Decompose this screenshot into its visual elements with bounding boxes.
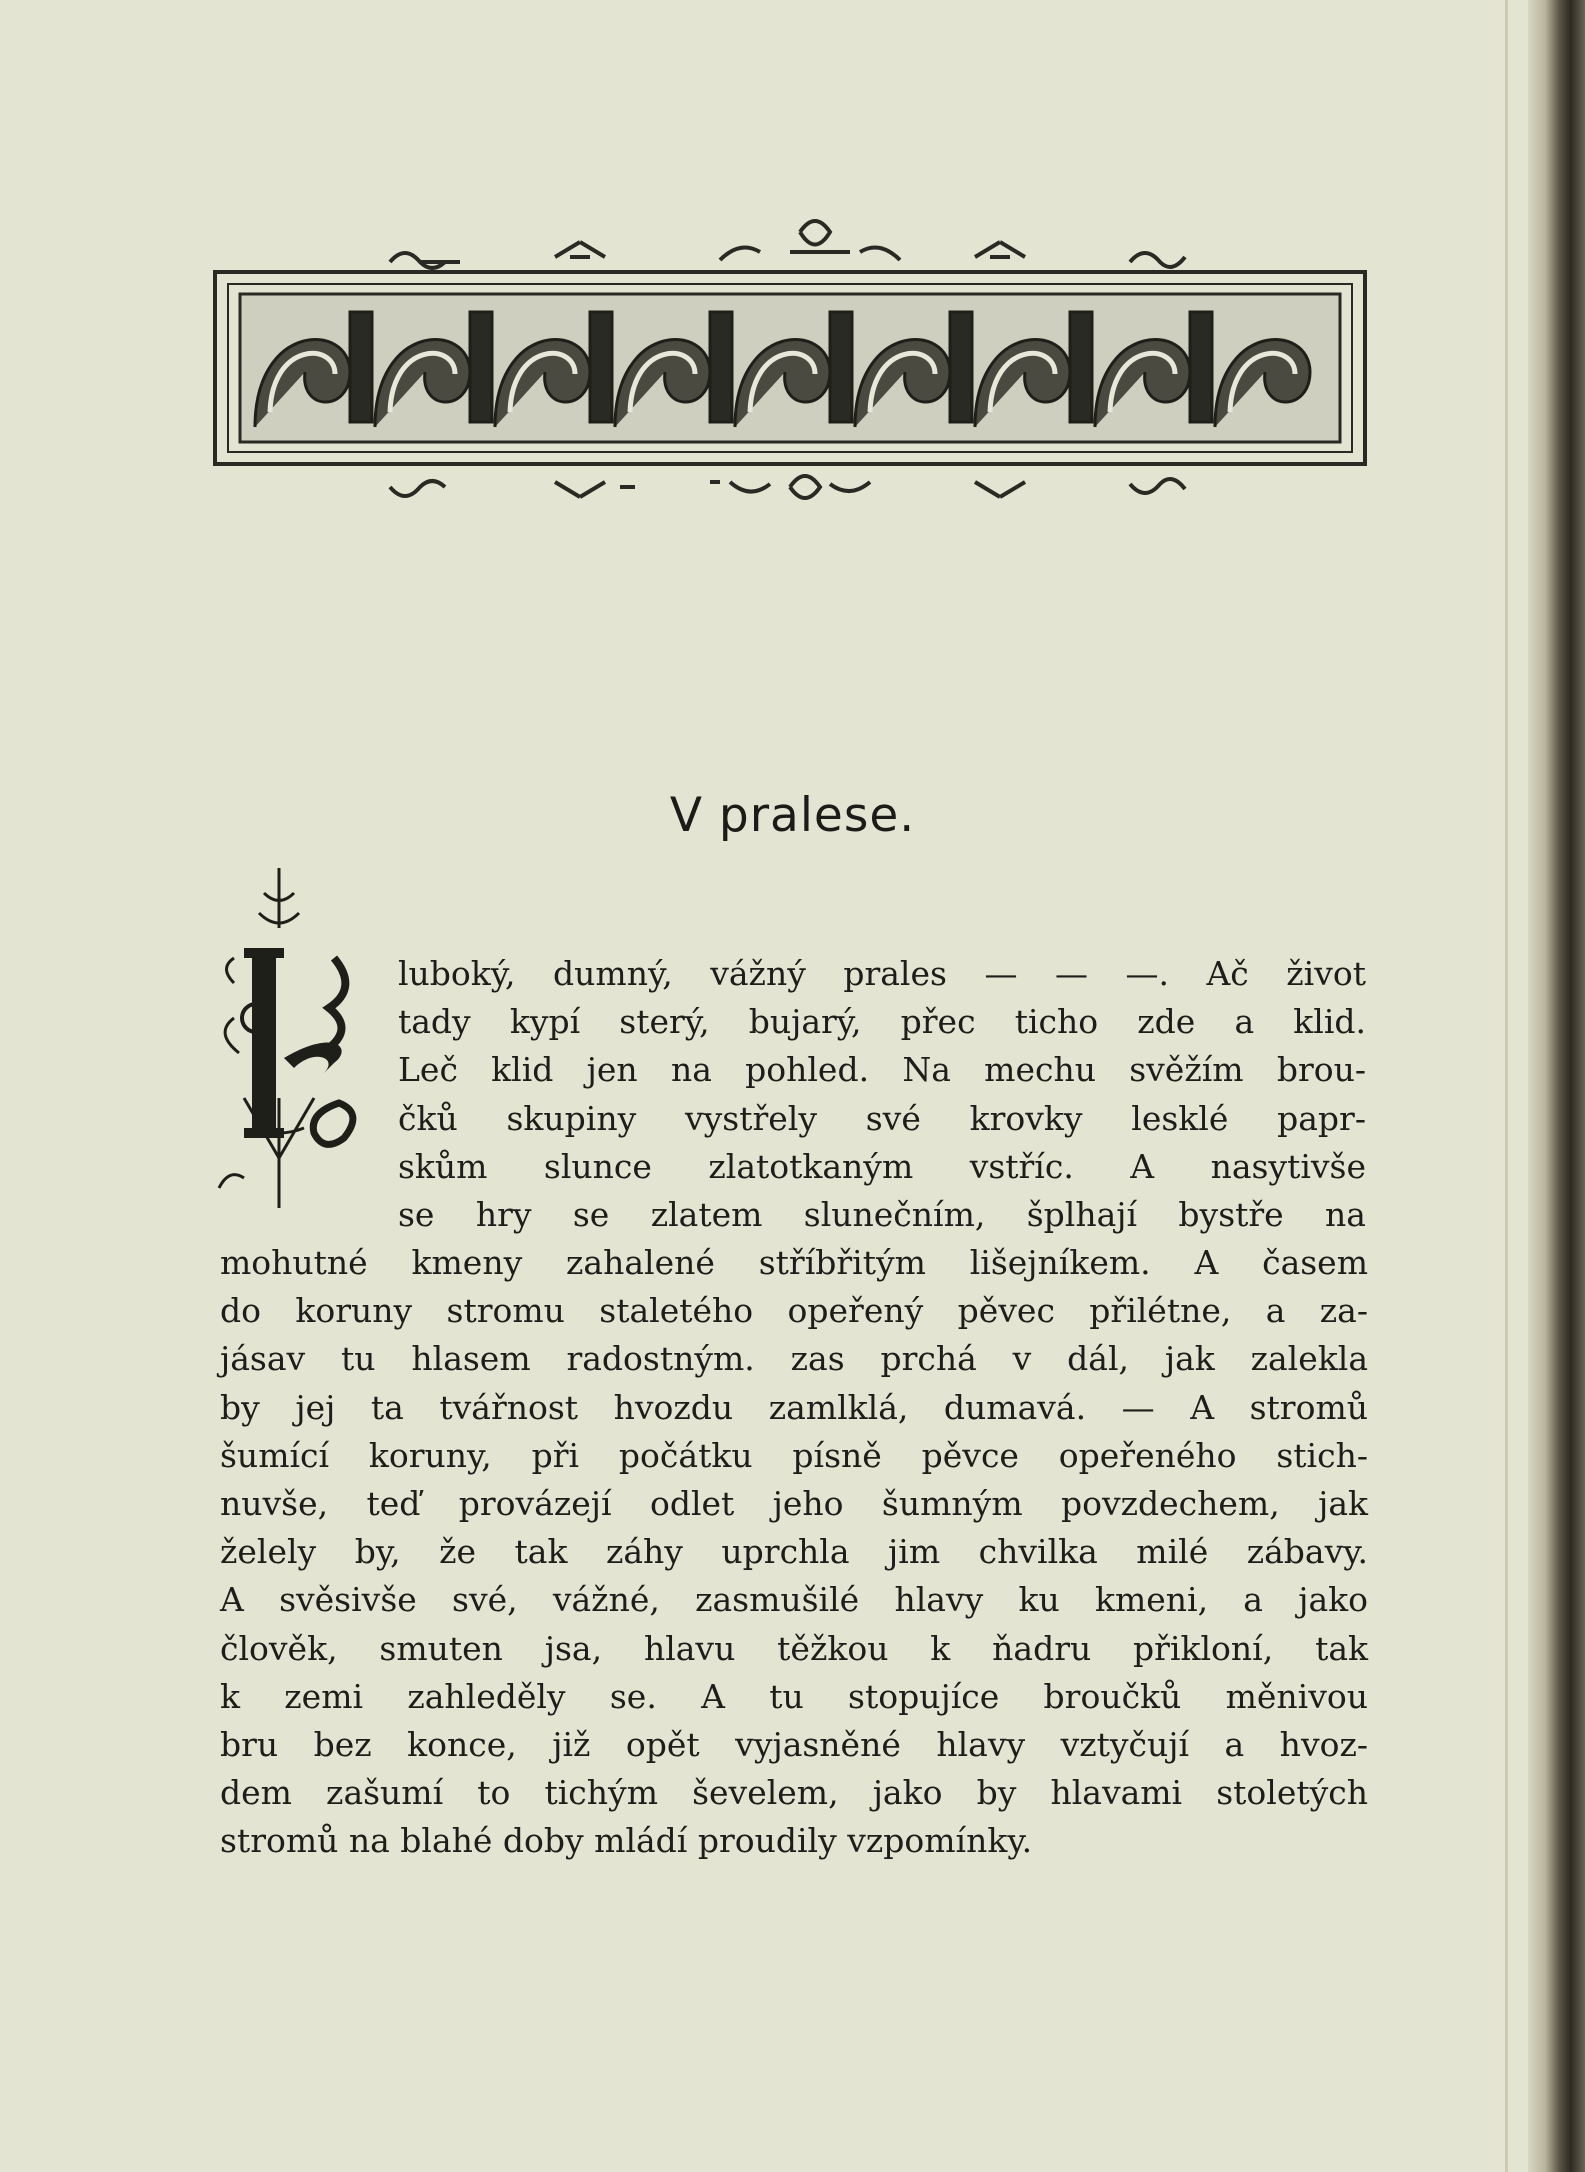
text-line: člověk, smuten jsa, hlavu těžkou k ňadru přikloní, tak: [220, 1628, 1368, 1668]
paragraph-indented-lines: [398, 950, 1366, 1239]
page-gutter-line: [1505, 0, 1508, 2172]
text-line: mohutné kmeny zahalené stříbřitým lišejníkem. A časem: [220, 1243, 1368, 1282]
text-line: luboký, dumný, vážný prales — — —. Ač život: [398, 954, 1366, 993]
text-line: Leč klid jen na pohled. Na mechu svěžím brou-: [398, 1050, 1366, 1090]
text-line: nuvše, teď provázejí odlet jeho šumným povzdechem, jak: [220, 1484, 1368, 1524]
text-line: stromů na blahé doby mládí proudily vzpomínky.: [220, 1821, 1033, 1861]
top-scrollwork: [390, 221, 1185, 268]
text-line: by jej ta tvářnost hvozdu zamlklá, dumavá. — A stromů: [220, 1387, 1368, 1427]
text-line: čků skupiny vystřely své krovky lesklé papr-: [398, 1098, 1366, 1138]
drop-cap-initial: [214, 858, 374, 1218]
ornamental-headpiece: [200, 212, 1380, 522]
book-spine-edge: [1528, 0, 1585, 2172]
text-line: k zemi zahleděly se. A tu stopujíce broučků měnivou: [220, 1676, 1368, 1716]
text-line: do koruny stromu staletého opeřený pěvec přilétne, a za-: [220, 1291, 1368, 1331]
text-line: A svěsivše své, vážné, zasmušilé hlavy ku kmeni, a jako: [220, 1580, 1368, 1620]
bottom-scrollwork: [390, 476, 1185, 498]
text-line: tady kypí sterý, bujarý, přec ticho zde a klid.: [398, 1002, 1366, 1042]
paragraph-full-lines: [220, 1239, 1368, 1866]
text-line: skům slunce zlatotkaným vstříc. A nasytivše: [398, 1146, 1366, 1186]
text-line: se hry se zlatem slunečním, šplhají bystře na: [398, 1195, 1366, 1235]
text-line: jásav tu hlasem radostným. zas prchá v dál, jak zalekla: [220, 1339, 1368, 1379]
text-line: dem zašumí to tichým ševelem, jako by hlavami stoletých: [220, 1773, 1368, 1813]
text-line: šumící koruny, při počátku písně pěvce opeřeného stich-: [220, 1435, 1368, 1475]
text-line: bru bez konce, již opět vyjasněné hlavy vztyčují a hvoz-: [220, 1725, 1368, 1765]
text-line: želely by, že tak záhy uprchla jim chvilka milé zábavy.: [220, 1532, 1368, 1572]
chapter-title: V pralese.: [669, 788, 916, 843]
drop-cap-letter-h: [242, 948, 353, 1144]
